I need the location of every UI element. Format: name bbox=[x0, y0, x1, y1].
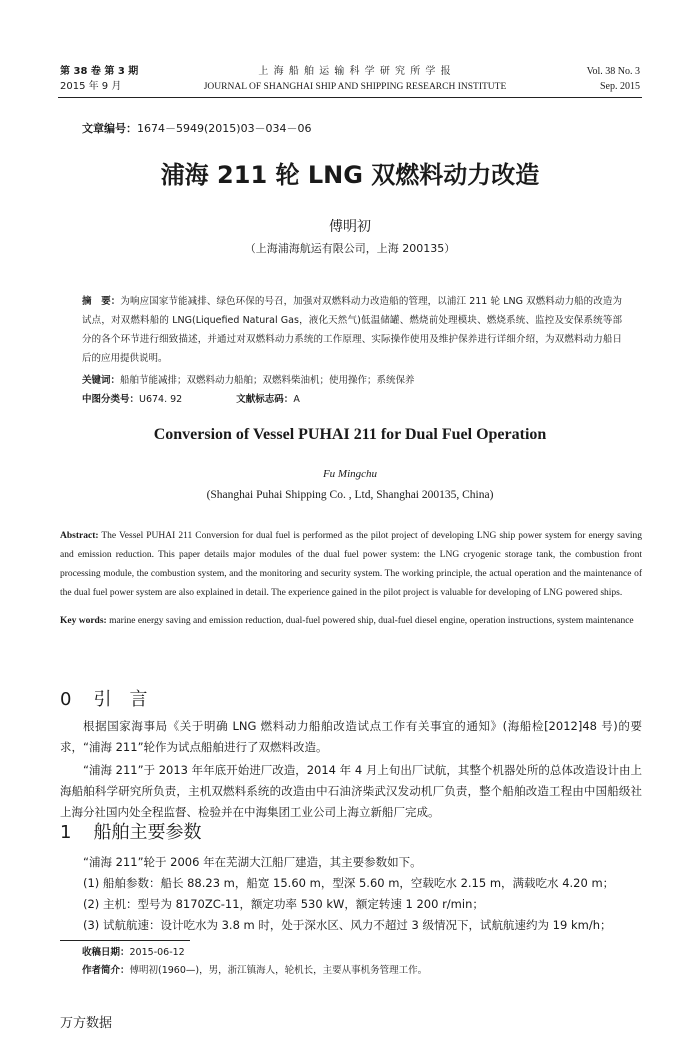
abstract-en bbox=[60, 527, 642, 603]
section-1-title: 船舶主要参数 bbox=[93, 822, 202, 843]
doc-code-label: 文献标志码： bbox=[236, 394, 294, 405]
abstract-en-text: The Vessel PUHAI 211 Conversion for dual fuel is performed as the pilot project of developing LNG ship power system for energy saving and emission reduction. This paper details major modules of the dual fuel power system: the LNG cryogenic storage tank, the combustion front processing module, the combustion system, and the monitoring and security system. The working principle, the actual operation and the maintenance of the dual fuel power system are also explained in detail. The experience gained in the pilot project is valuable for developing of LNG powered ships. bbox=[60, 531, 642, 598]
section-1-paragraph-1: “浦海 211”轮于 2006 年在芜湖大江船厂建造，其主要参数如下。 bbox=[83, 855, 422, 869]
keywords-cn bbox=[82, 371, 622, 390]
footnote-rule bbox=[60, 940, 190, 941]
article-id-value: 1674－5949(2015)03－034－06 bbox=[137, 122, 312, 135]
title-en: Conversion of Vessel PUHAI 211 for Dual Fuel Operation bbox=[153, 426, 547, 443]
classification-cn bbox=[82, 390, 622, 409]
volume-issue-en: Vol. 38 No. 3 bbox=[586, 66, 640, 77]
clc-value: U674. 92 bbox=[139, 394, 183, 405]
keywords-en-text: marine energy saving and emission reduction, dual-fuel powered ship, dual-fuel diesel engine, operation instructions, system maintenance bbox=[106, 616, 634, 626]
keywords-en bbox=[60, 612, 642, 631]
section-0-paragraph-1: 根据国家海事局《关于明确 LNG 燃料动力船舶改造试点工作有关事宜的通知》(海船检[2012]48 号)的要求，“浦海 211”轮作为试点船舶进行了双燃料改造。 bbox=[60, 719, 642, 754]
author-en: Fu Mingchu bbox=[322, 468, 378, 480]
article-id bbox=[82, 120, 312, 136]
date-cn: 2015 年 9 月 bbox=[60, 81, 122, 92]
received-label: 收稿日期： bbox=[82, 947, 130, 958]
received-date: 2015-06-12 bbox=[129, 947, 185, 958]
author-bio-text: 傅明初(1960—)，男，浙江镇海人，轮机长，主要从事机务管理工作。 bbox=[129, 965, 428, 976]
section-1-item-1: (1) 船舶参数：船长 88.23 m，船宽 15.60 m，型深 5.60 m，空载吃水 2.15 m，满载吃水 4.20 m； bbox=[83, 876, 615, 890]
section-1-item-3: (3) 试航航速：设计吃水为 3.8 m 时，处于深水区、风力不超过 3 级情况下，试航航速约为 19 km/h； bbox=[83, 918, 612, 932]
section-0-paragraph-2: “浦海 211”于 2013 年年底开始进厂改造，2014 年 4 月上旬出厂试航，其整个机器处所的总体改造设计由上海船舶科学研究所负责，主机双燃料系统的改造由中石油济柴武汉发动机厂负责，整个船舶改造工程由中国船级社上海分社国内处全程监督、检验并在中海集团工业公司上海立新船厂完成。 bbox=[60, 763, 642, 819]
clc-label: 中图分类号： bbox=[82, 394, 140, 405]
title-cn: 浦海 211 轮 LNG 双燃料动力改造 bbox=[160, 161, 540, 189]
journal-title-en: JOURNAL OF SHANGHAI SHIP AND SHIPPING RESEARCH INSTITUTE bbox=[203, 82, 507, 92]
section-0-title: 引 言 bbox=[93, 689, 148, 710]
keywords-cn-text: 船舶节能减排；双燃料动力船舶；双燃料柴油机；使用操作；系统保养 bbox=[120, 375, 415, 386]
section-0-number: 0 bbox=[60, 689, 72, 710]
author-cn: 傅明初 bbox=[329, 219, 371, 235]
article-id-label: 文章编号： bbox=[82, 122, 137, 135]
header-rule bbox=[58, 97, 642, 98]
date-en: Sep. 2015 bbox=[600, 81, 640, 92]
section-1-heading bbox=[60, 820, 201, 846]
abstract-cn-text: 为响应国家节能减排、绿色环保的号召，加强对双燃料动力改造船的管理，以浦江 211 轮 LNG 双燃料动力船的改造为试点，对双燃料船的 LNG(Liquefied Natural Gas，液化天然气)低温储罐、燃烧前处理模块、燃烧系统、监控及安保系统等部分的各个环节进行细致描述，并通过对双燃料动力系统的工作原理、实际操作使用及维护保养进行详细介绍，为双燃料动力船日后的应用提供说明。 bbox=[82, 296, 622, 364]
abstract-en-label: Abstract: bbox=[60, 531, 99, 541]
abstract-cn bbox=[82, 292, 622, 368]
affiliation-en: (Shanghai Puhai Shipping Co. , Ltd, Shanghai 200135, China) bbox=[206, 489, 494, 501]
abstract-cn-label: 摘 要： bbox=[82, 296, 121, 307]
footnote-author-bio bbox=[82, 962, 427, 980]
volume-issue-cn: 第 38 卷 第 3 期 bbox=[60, 66, 139, 77]
doc-code-value: A bbox=[293, 394, 300, 405]
journal-title-cn: 上 海 船 舶 运 输 科 学 研 究 所 学 报 bbox=[258, 66, 452, 77]
watermark-text: 万方数据 bbox=[60, 1016, 113, 1031]
affiliation-cn: （上海浦海航运有限公司，上海 200135） bbox=[244, 242, 456, 255]
keywords-cn-label: 关键词： bbox=[82, 375, 121, 386]
section-0-heading bbox=[60, 687, 147, 713]
author-bio-label: 作者简介： bbox=[82, 965, 130, 976]
keywords-en-label: Key words: bbox=[60, 616, 107, 626]
section-1-item-2: (2) 主机：型号为 8170ZC-11，额定功率 530 kW，额定转速 1 200 r/min； bbox=[83, 897, 484, 911]
section-1-number: 1 bbox=[60, 822, 72, 843]
footnote-received bbox=[82, 944, 185, 962]
